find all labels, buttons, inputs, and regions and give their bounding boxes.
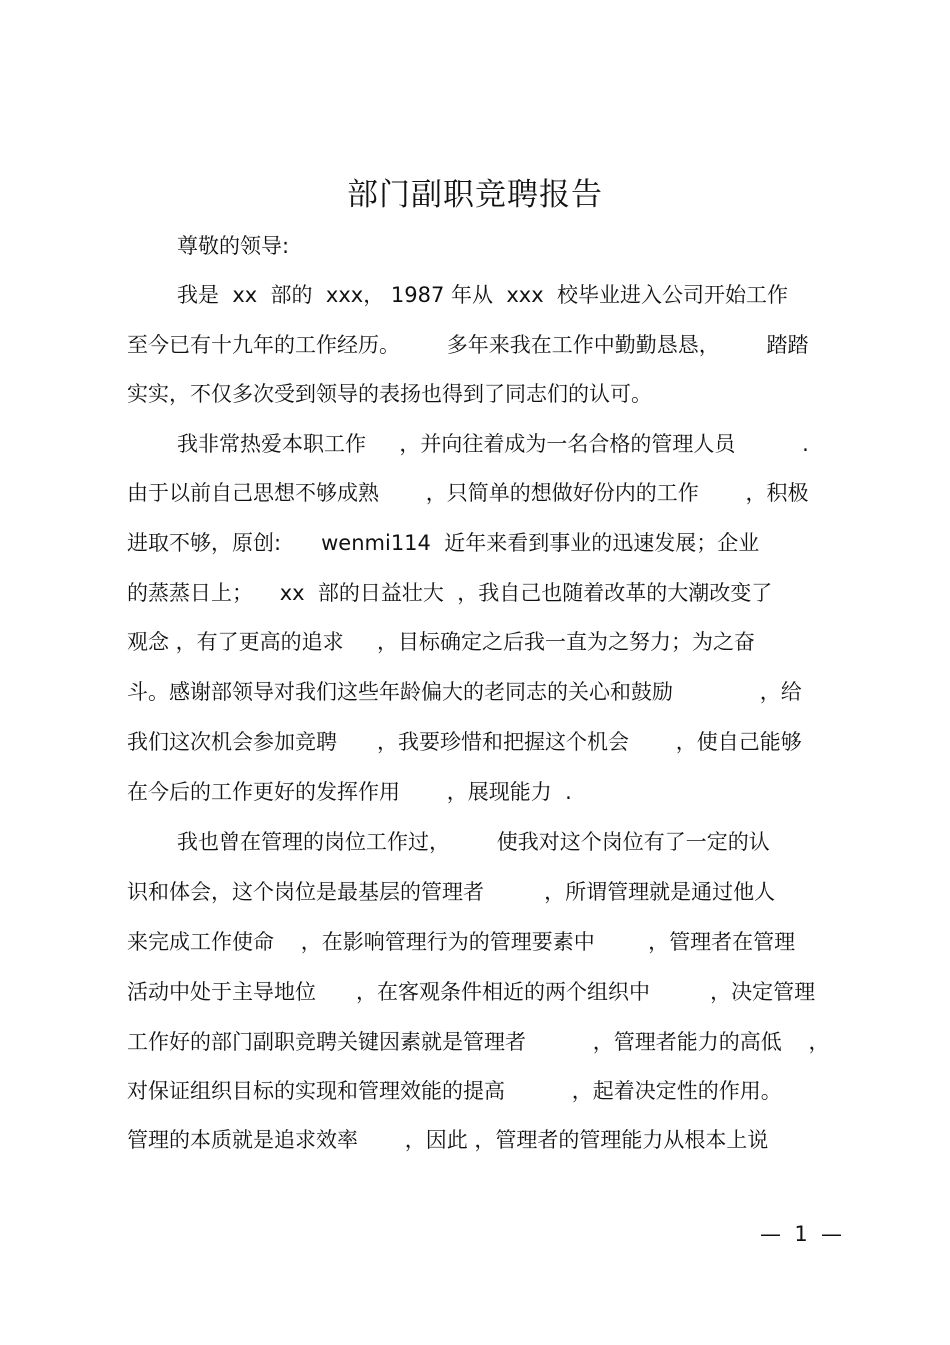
paragraph-line: 识和体会，这个岗位是最基层的管理者 ，所谓管理就是通过他人 bbox=[127, 880, 776, 904]
paragraph-line: 来完成工作使命 ，在影响管理行为的管理要素中 ，管理者在管理 bbox=[127, 930, 796, 954]
paragraph-line: 由于以前自己思想不够成熟 ，只简单的想做好份内的工作 ，积极 bbox=[127, 481, 809, 505]
paragraph-line: 我们这次机会参加竞聘 ，我要珍惜和把握这个机会 ，使自己能够 bbox=[127, 730, 802, 754]
paragraph-line: 实实，不仅多次受到领导的表扬也得到了同志们的认可。 bbox=[127, 382, 652, 406]
paragraph-line: 我也曾在管理的岗位工作过， 使我对这个岗位有了一定的认 bbox=[177, 830, 770, 854]
paragraph-line: 的蒸蒸日上； xx 部的日益壮大 ，我自己也随着改革的大潮改变了 bbox=[127, 581, 773, 605]
paragraph-line: 至今已有十九年的工作经历。 多年来我在工作中勤勤恳恳， 踏踏 bbox=[127, 333, 809, 357]
paragraph-line: 我是 xx 部的 xxx， 1987 年从 xxx 校毕业进入公司开始工作 bbox=[177, 283, 788, 307]
salutation-line: 尊敬的领导: bbox=[177, 234, 290, 258]
paragraph-line: 斗。感谢部领导对我们这些年龄偏大的老同志的关心和鼓励 ，给 bbox=[127, 680, 802, 704]
paragraph-line: 在今后的工作更好的发挥作用 ，展现能力 . bbox=[127, 780, 572, 804]
page-number: — 1 — bbox=[760, 1222, 843, 1246]
paragraph-line: 管理的本质就是追求效率 ，因此 ，管理者的管理能力从根本上说 bbox=[127, 1128, 769, 1152]
document-title: 部门副职竞聘报告 bbox=[347, 177, 603, 213]
paragraph-line: 我非常热爱本职工作 ，并向往着成为一名合格的管理人员 . bbox=[177, 432, 809, 456]
paragraph-line: 对保证组织目标的实现和管理效能的提高 ，起着决定性的作用。 bbox=[127, 1079, 782, 1103]
paragraph-line: 进取不够，原创: wenmi114 近年来看到事业的迅速发展；企业 bbox=[127, 531, 760, 555]
paragraph-line: 活动中处于主导地位 ，在客观条件相近的两个组织中 ，决定管理 bbox=[127, 980, 816, 1004]
paragraph-line: 观念 ，有了更高的追求 ，目标确定之后我一直为之努力；为之奋 bbox=[127, 630, 756, 654]
paragraph-line: 工作好的部门副职竞聘关键因素就是管理者 ，管理者能力的高低 ， bbox=[127, 1030, 830, 1054]
